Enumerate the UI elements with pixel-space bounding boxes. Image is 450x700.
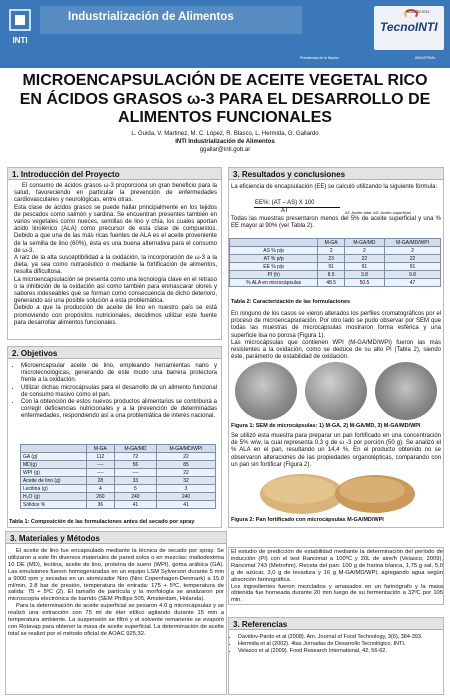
table-row: [21, 485, 216, 493]
methods-title: 3. Materiales y Métodos: [10, 533, 100, 543]
bread-loaf-2-highlight: [339, 477, 405, 503]
ee-formula-note: AT: Aceite total; AS: Aceite superficial: [345, 210, 411, 215]
badge-name: TecnoINTI: [380, 20, 438, 34]
table-cell: 4: [86, 485, 114, 493]
intro-paragraph: Debido a que la producción de aceite de lino en nuestro país se está promoviendo con propósitos nutricionales, decidimos utilizar este fuente para desarrollar alimentos funcionales.: [14, 305, 217, 326]
sem-image-1: [235, 362, 297, 420]
ee-formula: EE%: (AT – AS) X 100: [255, 200, 315, 206]
table-cell: % ALA en microcápsulas: [230, 279, 318, 287]
table-row: [21, 461, 216, 469]
table-1: [20, 444, 216, 509]
table-cell: 50.5: [344, 279, 384, 287]
sem-label: 2: [309, 364, 313, 370]
references-header: [229, 618, 443, 630]
objectives-title: 2. Objetivos: [12, 348, 58, 358]
table-row: [21, 453, 216, 461]
table-cell: 8.5: [318, 271, 345, 279]
table-cell: GA (g): [21, 453, 87, 461]
methods-paragraph: Para la determinación de aceite superficial se pesaron 4.0 g microcápsulas y se realizó una extracción con 75 ml de éter etílico agitando durante 15 min a temperatura ambiente. La suspensión se filtró y el solvente remanente se evaporó con Rotavap para obtener la masa de aceite superficial. La determinación de aceite total se realizó por el método oficial de AOAC 925,32.: [8, 603, 224, 637]
bread-loaf-1-highlight: [263, 476, 335, 504]
table-header-cell: M-GA/MD/WPI: [157, 445, 216, 453]
table-cell: 47: [384, 279, 440, 287]
methods-header: [6, 532, 226, 544]
header-banner-title: Industrialización de Alimentos: [68, 11, 234, 23]
table-cell: AT % p/p: [230, 255, 318, 263]
table-row: [230, 279, 441, 287]
reference-item: • Davidov-Pardo et al (2008). Am. Journal of Food Technology, 3(6), 384-393.: [238, 634, 441, 641]
objectives-header: [8, 347, 221, 359]
table-cell: PI (h): [230, 271, 318, 279]
objective-item: • Con la obtención de estos nuevos productos alimentarios se contribuirá a corregir deficiencias nutricionales y a la prevención de determinadas enfermedades, respondiendo así a una problemática de interés nacional.: [21, 399, 217, 421]
results-sem-paragraph: En ninguno de los casos se vieron alterados los perfiles cromatográficos por el proceso de microencapsulación. Por otro lado se pudo observar por SEM que todas las muestras de microcápsulas mostraron forma esférica y una superficie lisa no porosa (Figura 1).: [231, 311, 441, 339]
results-oxidation-paragraph: Las microcápsulas que contienen WPI (M-GA/MD/WPI) fueron las más resistentes a la oxidación, como se deduce de su alto PI (Tabla 2), siendo éste, parámetro de estabilidad de oxidación.: [231, 340, 441, 361]
table-cell: 2: [344, 247, 384, 255]
table-header-cell: M-GA: [318, 239, 345, 247]
table-cell: Lecitina (g): [21, 485, 87, 493]
table-cell: 2: [318, 247, 345, 255]
table-cell: 240: [157, 493, 216, 501]
email: ggallar@inti.gob.ar: [199, 147, 251, 153]
methods-paragraph: El aceite de lino fue encapsulado mediante la técnica de secado por spray. Se utilizaron a este fin diversos materiales de pared solos o en mezclas: maltodextrina 10 DE (MD), lecitina, aceite de lino, proteína de suero (WPI), goma arábica (GA). Las emulsiones fueron homogenizadas en un equipo LSM Sylverson durante 5 min a 9000 rpm y secadas en un atomizador Niro (Niro Copenhagen-Denmark) a 15.0 ml/min, 2.8 bar de presión, temperatura de entrada: 175 + 5ºC, temperatura de salida: 75 + 5ºC (2). El tamaño de partícula y la morfología se analizaron por microscopía electrónica de barrido (SEM Phillips 505, Amsterdam, Holanda).: [8, 548, 224, 603]
intro-title: 1. Introducción del Proyecto: [12, 169, 120, 179]
table-cell: WPI (g): [21, 469, 87, 477]
table-header-cell: M-GA: [86, 445, 114, 453]
gov-short-label: INDUSTRIAL: [415, 56, 436, 60]
title-line: EN ÁCIDOS GRASOS ω-3 PARA EL DESARROLLO DE: [19, 90, 431, 108]
intro-paragraph: La microencapsulación se presenta como una tecnología clave en el retraso o la inhibición de la oxidación así como también para enmascarar olores y sabores indeseables que se forman como consecuencia de dicho deterioro, generando así una posible solución a esta problemática.: [14, 276, 217, 305]
references-list: [229, 634, 441, 655]
table-cell: 23: [318, 255, 345, 263]
intro-paragraph: Esta clase de ácidos grasos se puede hallar principalmente en los tejidos de pescados como salmón y sardina. Se encuentran presentes también en varios vegetales como nueces, semillas de lino y chía, los cuales aportan ácido linolénico (ALA) como precursor de esta clase de compuestos. Debido a que una de las más ricas fuentes de ALA es el aceite proveniente de la semilla de lino (60%), ésta es una buena alternativa para el consumo de ω-3.: [14, 204, 217, 254]
table-header-cell: M-GA/MD/WPI: [384, 239, 440, 247]
table-cell: 2: [384, 247, 440, 255]
table-row: [230, 255, 441, 263]
ee-formula-denominator: AT: [281, 208, 289, 214]
table-cell: H₂O (g): [21, 493, 87, 501]
table-cell: 72: [114, 453, 156, 461]
results-header: [229, 168, 443, 180]
authors: L. Guida, V. Martinez, M. C. López, R. Blasco, L. Hermida, G. Gallardo: [131, 131, 319, 137]
objectives-section: [7, 346, 222, 528]
table-cell: 32: [157, 477, 216, 485]
ee-intro: La eficiencia de encapsulación (EE) se calculó utilizando la siguiente fórmula:: [231, 184, 438, 190]
references-title: 3. Referencias: [233, 619, 288, 629]
table-row: [230, 263, 441, 271]
objective-item: • Utilizar dichas microcápsulas para el desarrollo de un alimento funcional de consumo masivo como el pan.: [21, 385, 217, 399]
title-line: ALIMENTOS FUNCIONALES: [118, 109, 332, 126]
reference-item: • Velasco et al (2009). Food Research International, 42, 56-62.: [238, 648, 441, 655]
table-cell: 41: [114, 501, 156, 509]
table-header-cell: [21, 445, 87, 453]
methods-continued: [228, 547, 444, 605]
tecnointi-badge: [374, 6, 444, 50]
figure-1-caption: Figura 1: SEM de microcápsulas: 1) M-GA, 2) M-GA/MD, 3) M-GA/MD/WPI: [231, 423, 421, 429]
table-cell: 260: [86, 493, 114, 501]
poster-title: [0, 72, 450, 128]
intro-paragraph: El consumo de ácidos grasos ω-3 proporciona un gran beneficio para la salud, favoreciendo en particular la prevención de enfermedades cardiovasculares y neurológicas, entre otras.: [14, 183, 217, 204]
objective-item: • Microencapsular aceite de lino, empleando herramientas nano y microtecnológicas, generando de este modo una barrera protectora frente a la oxidación.: [21, 363, 217, 385]
table-cell: 22: [384, 255, 440, 263]
table-cell: 48.5: [318, 279, 345, 287]
table-cell: ----: [86, 469, 114, 477]
table-row: [21, 469, 216, 477]
sem-label: 3: [379, 364, 383, 370]
table-cell: 91: [318, 263, 345, 271]
sem-image-3: [375, 362, 437, 420]
table-row: [21, 477, 216, 485]
ee-after: Todas las muestras presentaron menos del 5% de aceite superficial y una % EE mayor al 90% (ver Tabla 2).: [231, 216, 441, 230]
intro-body: [14, 183, 217, 327]
table-cell: 3.8: [344, 271, 384, 279]
inti-logo: [6, 8, 34, 52]
formula-fraction-line: [254, 207, 340, 208]
table-cell: Aceite de lino (g): [21, 477, 87, 485]
table-cell: Sólidos %: [21, 501, 87, 509]
table-cell: 22: [344, 255, 384, 263]
intro-paragraph: A raíz de la alta susceptibilidad a la oxidación, la incorporación de ω-3 a la dieta, ya sea como nutracéutico o mediante la fortificación de alimentos, resulta dificultosa.: [14, 255, 217, 276]
reference-item: • Hermida et al (2002). 4tas Jornadas de Desarrollo Tecnológico, INTI.: [238, 641, 441, 648]
table-header-row: [21, 445, 216, 453]
table-cell: 112: [86, 453, 114, 461]
bread-photo: [257, 468, 417, 516]
header-banner: [0, 0, 450, 68]
results-bread-paragraph: Se utilizó esta muestra para preparar un pan fortificado en una concentración de 5% w/w, la cual representa 0,3 g de ω -3 por porción (50 g). Se analizó el % ALA en el pan, resultando un 14,4 %. En el producto obtenido no se observaron alteraciones de las propiedades organolépticas, comparando con un pan sin fortificar (Figura 2).: [231, 433, 441, 468]
table-row: [230, 247, 441, 255]
table-cell: 240: [114, 493, 156, 501]
table-cell: 9.8: [384, 271, 440, 279]
affiliation: INTI Industrialización de Alimentos: [175, 139, 275, 145]
table-cell: 22: [157, 453, 216, 461]
table-row: [230, 271, 441, 279]
table-cell: 5: [114, 485, 156, 493]
title-line: MICROENCAPSULACIÓN DE ACEITE VEGETAL RICO: [22, 72, 428, 89]
table-cell: MD(g): [21, 461, 87, 469]
table-cell: 41: [157, 501, 216, 509]
methods-body: [8, 548, 224, 638]
table-cell: AS % p/p: [230, 247, 318, 255]
table-1-caption: Tabla 1: Composición de las formulaciones antes del secado por spray: [9, 519, 195, 525]
table-cell: 56: [114, 461, 156, 469]
table-cell: 33: [114, 477, 156, 485]
table-row: [21, 493, 216, 501]
methods-section: [5, 531, 227, 695]
table-header-cell: [230, 239, 318, 247]
badge-edition: EDICIÓN 2013: [406, 10, 430, 14]
table-cell: 28: [86, 477, 114, 485]
table-cell: 91: [344, 263, 384, 271]
table-row: [21, 501, 216, 509]
sem-image-2: [305, 362, 367, 420]
table-cell: ----: [114, 469, 156, 477]
table-2: [229, 238, 441, 287]
methods-continued-body: [231, 549, 443, 604]
table-header-row: [230, 239, 441, 247]
intro-header: [8, 168, 221, 180]
inti-logo-text: INTI: [12, 36, 28, 45]
table-cell: 3: [157, 485, 216, 493]
figure-2-caption: Figura 2: Pan fortificado con microcápsulas M-GA/MD/WPI: [231, 517, 384, 523]
intro-section: [7, 167, 222, 340]
results-title: 3. Resultados y conclusiones: [233, 169, 346, 179]
table-cell: 36: [86, 501, 114, 509]
references-section: [228, 617, 444, 695]
table-cell: 22: [157, 469, 216, 477]
sem-label: 1: [239, 364, 243, 370]
table-header-cell: M-GA/MD: [344, 239, 384, 247]
results-section: [228, 167, 444, 528]
table-2-caption: Tabla 2: Caracterización de las formulaciones: [231, 299, 351, 305]
methods-paragraph: Los ingredientes fueron mezclados y amasados en un farinógrafo y la masa obtenida fue horneada durante 20 min luego de su fermentación a 32ºC por 105 min.: [231, 583, 443, 604]
ministry-label: Presidencia de la Nación: [300, 56, 339, 60]
methods-paragraph: El estudio de predicción de estabilidad mediante la determinación del período de inducción (PI) con el test Rancimat a 100ºC y 20L de aire/h (Velasco, 2009), Rancimat 743 (Metrohm). Receta del pan: 100 g de harina blanca, 1,75 g sal, 5,0 g de azúcar, 3,0 g de levadura y 16 g M-GA/MD/WPI, agregando agua según absorción farinográfica.: [231, 549, 443, 583]
table-cell: 91: [384, 263, 440, 271]
objectives-list: [12, 363, 217, 421]
table-header-cell: M-GA/MD: [114, 445, 156, 453]
table-cell: ----: [86, 461, 114, 469]
table-cell: EE % p/p: [230, 263, 318, 271]
table-cell: 85: [157, 461, 216, 469]
